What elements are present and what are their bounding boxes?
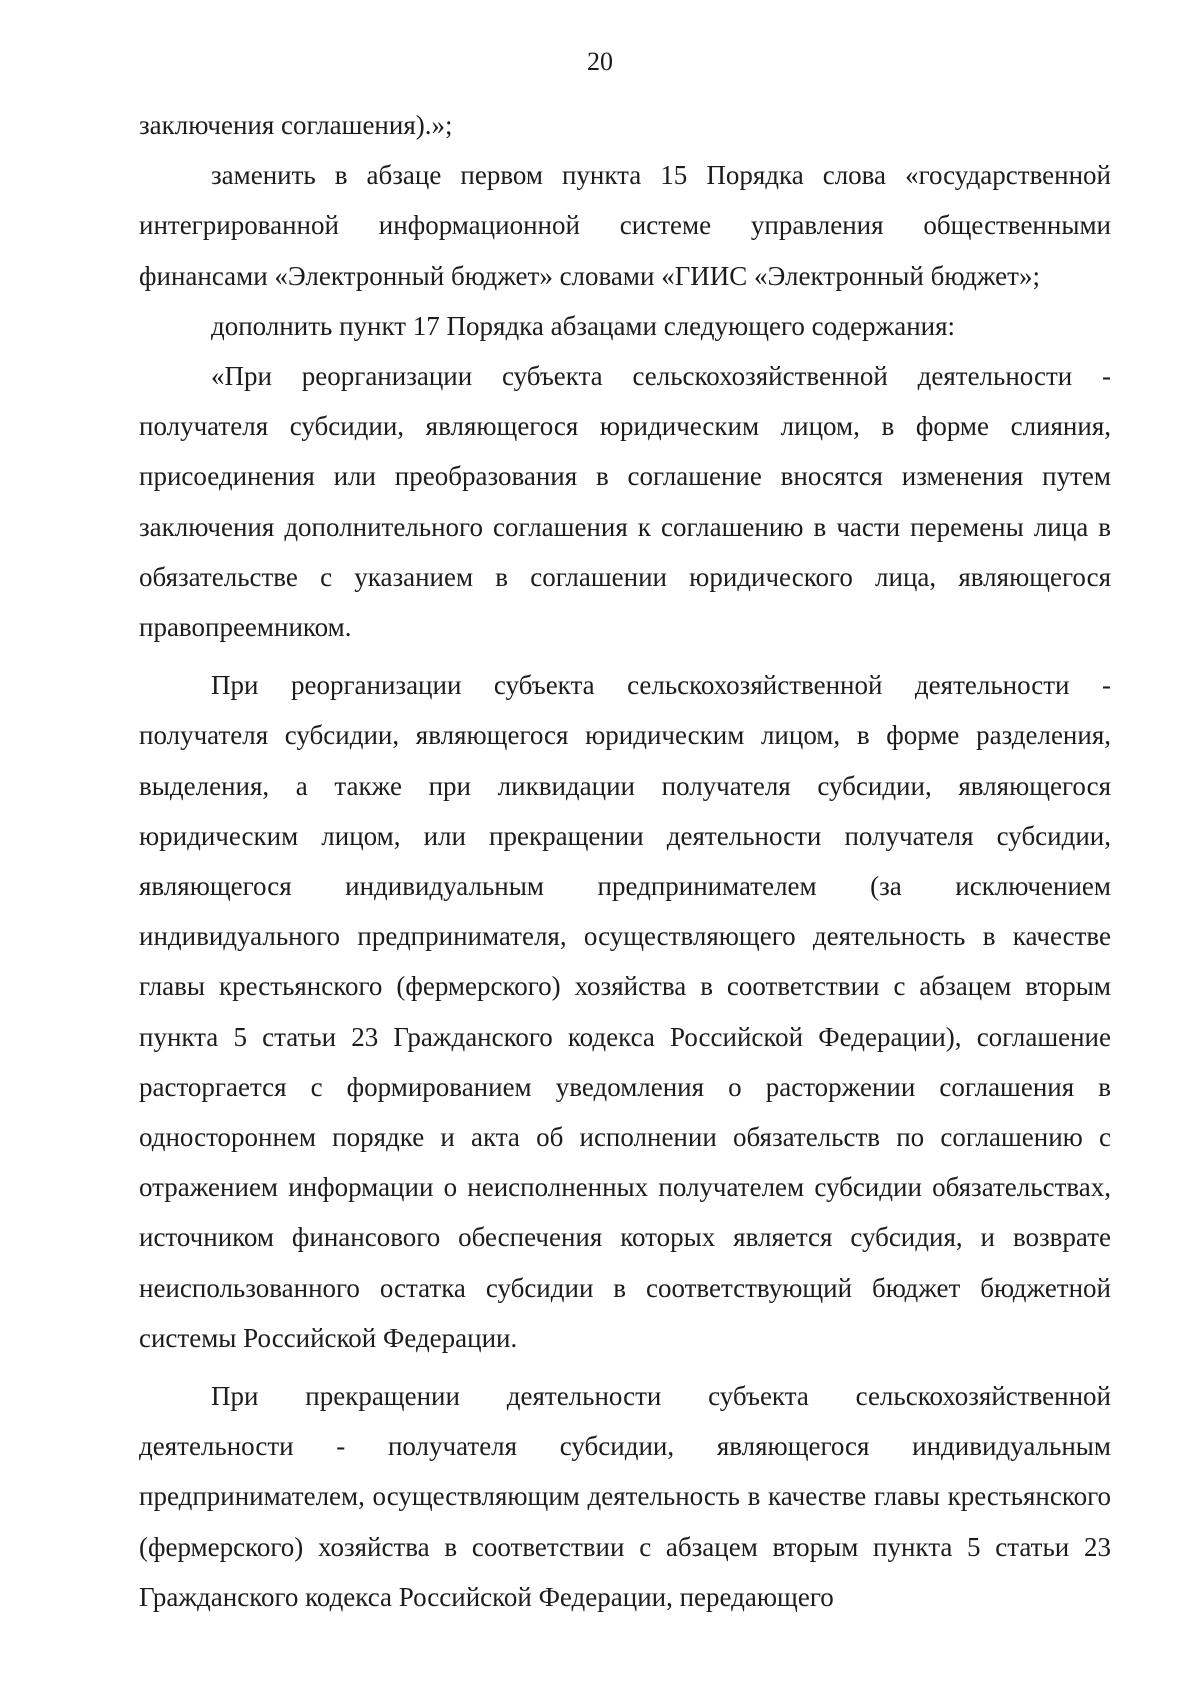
- paragraph-supplement-point-17: дополнить пункт 17 Порядка абзацами следующего содержания:: [211, 310, 956, 341]
- paragraph-reorganization-division: При реорганизации субъекта сельскохозяйственной деятельности - получателя субсидии, являющегося юридическим лицом, в форме разделения, выделения, а также при ликвидации получателя субсидии, являющегося юридическим лицом, или прекращении деятельности получателя субсидии, являющегося индивидуальным предпринимателем (за исключением индивидуального предпринимателя, осуществляющего деятельность в качестве главы крестьянского (фермерского) хозяйства в соответствии с абзацем вторым пункта 5 статьи 23 Гражданского кодекса Российской Федерации), соглашение расторгается с формированием уведомления о расторжении соглашения в одностороннем порядке и акта об исполнении обязательств по соглашению с отражением информации о неисполненных получателем субсидии обязательствах, источником финансового обеспечения которых является субсидия, и возврате неиспользованного остатка субсидии в соответствующий бюджет бюджетной системы Российской Федерации.: [139, 670, 1111, 1353]
- paragraph-reorganization-merger: «При реорганизации субъекта сельскохозяйственной деятельности - получателя субсидии, являющегося юридическим лицом, в форме слияния, присоединения или преобразования в соглашение вносятся изменения путем заключения дополнительного соглашения к соглашению в части перемены лица в обязательстве с указанием в соглашении юридического лица, являющегося правопреемником.: [139, 361, 1111, 643]
- document-body: [139, 100, 1111, 1622]
- paragraph-continuation: заключения соглашения).»;: [139, 110, 453, 140]
- paragraph-termination-farm-head: При прекращении деятельности субъекта сельскохозяйственной деятельности - получателя субсидии, являющегося индивидуальным предпринимателем, осуществляющим деятельность в качестве главы крестьянского (фермерского) хозяйства в соответствии с абзацем вторым пункта 5 статьи 23 Гражданского кодекса Российской Федерации, передающего: [139, 1381, 1111, 1612]
- paragraph-amend-point-15: заменить в абзаце первом пункта 15 Порядка слова «государственной интегрированной информационной системе управления общественными финансами «Электронный бюджет» словами «ГИИС «Электронный бюджет»;: [139, 160, 1111, 291]
- page-number: 20: [587, 47, 613, 76]
